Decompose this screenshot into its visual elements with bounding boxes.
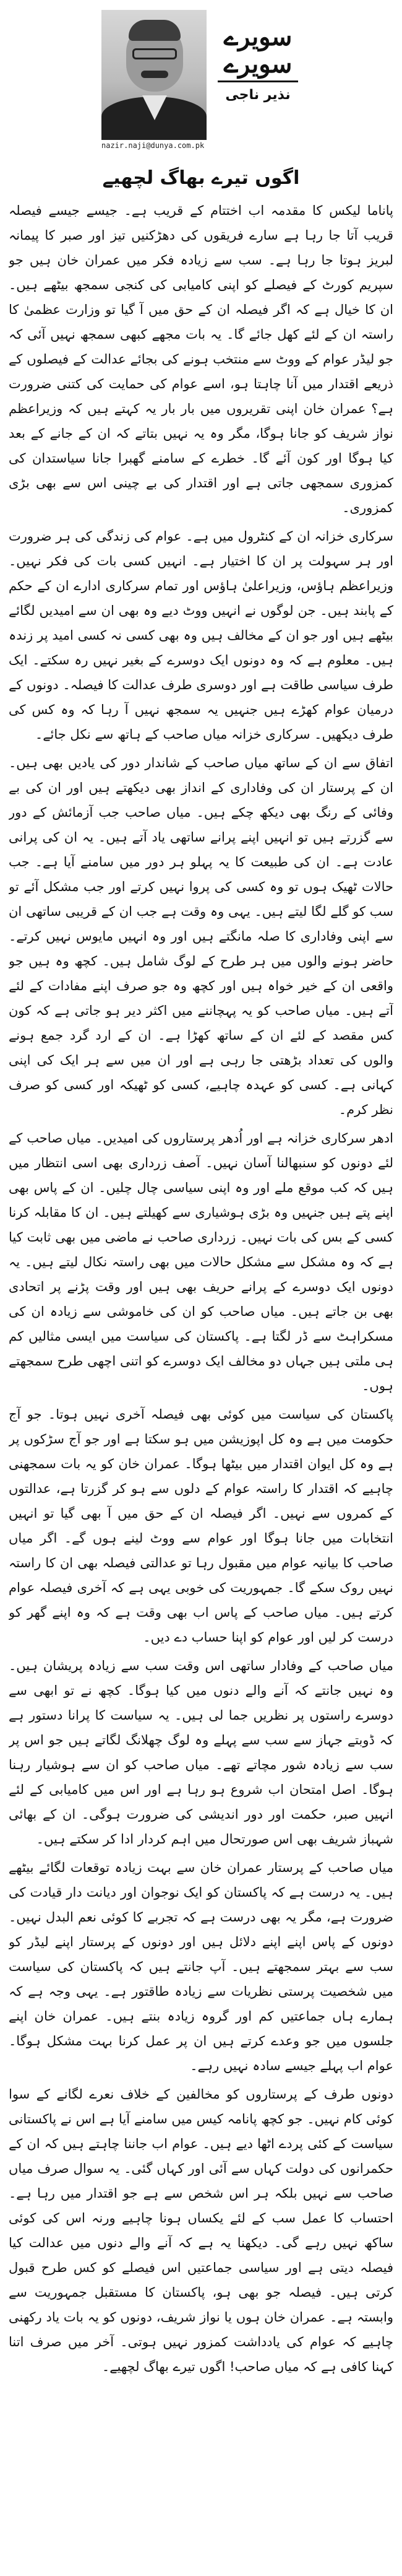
paragraph: میاں صاحب کے پرستار عمران خان سے بہت زیادہ توقعات لگائے بیٹھے ہیں۔ یہ درست ہے کہ پاکستان کو ایک نوجوان اور دیانت دار قیادت کی ضرورت ہے، مگر یہ بھی درست ہے کہ تجربے کا کوئی نعم البدل نہیں۔ دونوں کے پاس اپنے اپنے دلائل ہیں اور دونوں کے پرستار اپنے لیڈر کو سب سے بہتر سمجھتے ہیں۔ آپ جانتے ہیں کہ پاکستان کی سیاست میں شخصیت پرستی نظریات سے زیادہ طاقتور ہے۔ یہی وجہ ہے کہ ہمارے ہاں جماعتیں کم اور گروہ زیادہ بنتے ہیں۔ عمران خان اپنے جلسوں میں جو وعدے کرتے ہیں ان پر عمل کرنا بہت مشکل ہوگا۔ عوام اب پہلے جیسے سادہ نہیں رہے۔: [9, 1860, 393, 2073]
author-photo: [101, 10, 207, 140]
author-email[interactable]: nazir.naji@dunya.com.pk: [101, 141, 205, 150]
paragraph: پاکستان کی سیاست میں کوئی بھی فیصلہ آخری نہیں ہوتا۔ جو آج حکومت میں ہے وہ کل اپوزیشن میں ہو سکتا ہے اور جو آج سڑکوں پر ہے وہ کل ایوان اقتدار میں بیٹھا ہوگا۔ عمران خان کو یہ بات سمجھنی چاہیے کہ اقتدار کا راستہ عوام کے دلوں سے ہو کر گزرتا ہے، عدالتوں کے کمروں سے نہیں۔ اگر فیصلہ ان کے حق میں آ بھی گیا تو انہیں انتخابات میں جانا ہوگا اور عوام سے ووٹ لینے ہوں گے۔ اگر میاں صاحب کا بیانیہ عوام میں مقبول رہا تو عدالتی فیصلہ بھی ان کا راستہ نہیں روک سکے گا۔ جمہوریت کی خوبی یہی ہے کہ آخری فیصلہ عوام کرتے ہیں۔ میاں صاحب کے پاس اب بھی وقت ہے کہ وہ اپنے گھر کو درست کر لیں اور عوام کو اپنا حساب دے دیں۔: [9, 1407, 393, 1645]
article-body: [9, 198, 393, 2567]
column-logo: سویرے سویرے: [223, 22, 293, 79]
column-title: اگوں تیرے بھاگ لچھیے: [102, 167, 300, 189]
author-name: نذیر ناجی: [225, 87, 291, 103]
paragraph: سرکاری خزانہ ان کے کنٹرول میں ہے۔ عوام کی زندگی کی ہر ضرورت اور ہر سہولت پر ان کا اختیار ہے۔ انہیں کسی بات کی فکر نہیں۔ وزیراعظم ہاؤس، وزیراعلیٰ ہاؤس اور تمام سرکاری ادارے ان کے حکم کے پابند ہیں۔ جن لوگوں نے انہیں ووٹ دیے وہ بھی ان سے امیدیں لگائے بیٹھے ہیں اور جو ان کے مخالف ہیں وہ بھی کسی نہ کسی امید پر زندہ ہیں۔ معلوم ہے کہ وہ دونوں ایک دوسرے کے بغیر نہیں رہ سکتے۔ ایک طرف سیاسی طاقت ہے اور دوسری طرف عدالت کا فیصلہ۔ دونوں کے درمیان عوام کھڑے ہیں جنہیں یہ سمجھ نہیں آ رہا کہ وہ کس کی طرف دیکھیں۔ سرکاری خزانہ میاں صاحب کے ہاتھ سے نکل جائے۔: [9, 529, 393, 742]
paragraph: ادھر سرکاری خزانہ ہے اور اُدھر پرستاروں کی امیدیں۔ میاں صاحب کے لئے دونوں کو سنبھالنا آسان نہیں۔ آصف زرداری بھی اسی انتظار میں ہیں کہ کب موقع ملے اور وہ اپنی سیاسی چال چلیں۔ ان کے پاس بھی اپنے پتے ہیں جنہیں وہ بڑی ہوشیاری سے کھیلتے ہیں۔ ان کا مقابلہ کرنا کسی کے بس کی بات نہیں۔ زرداری صاحب نے ماضی میں بھی ثابت کیا ہے کہ وہ مشکل سے مشکل حالات میں بھی راستہ نکال لیتے ہیں۔ یہ دونوں ایک دوسرے کے پرانے حریف بھی ہیں اور وقت پڑنے پر اتحادی بھی بن جاتے ہیں۔ میاں صاحب کو ان کی خاموشی سے زیادہ ان کی مسکراہٹ سے ڈر لگتا ہے۔ پاکستان کی سیاست میں ایسی مثالیں کم ہی ملتی ہیں جہاں دو مخالف ایک دوسرے کو اتنی اچھی طرح سمجھتے ہوں۔: [9, 1131, 393, 1393]
column-header: [9, 0, 393, 162]
column-brand: [101, 10, 324, 150]
paragraph: پاناما لیکس کا مقدمہ اب اختتام کے قریب ہے۔ جیسے جیسے فیصلہ قریب آتا جا رہا ہے سارے فریقوں کی دھڑکنیں تیز اور صبر کا پیمانہ لبریز ہوتا جا رہا ہے۔ سب سے زیادہ فکر میں عمران خان ہیں جو سپریم کورٹ کے فیصلے کو اپنی کامیابی کی کنجی سمجھ بیٹھے ہیں۔ ان کا خیال ہے کہ اگر فیصلہ ان کے حق میں آ گیا تو وزارت عظمیٰ کا راستہ ان کے لئے کھل جائے گا۔ یہ بات مجھے کبھی سمجھ نہیں آئی کہ جو لیڈر عوام کے ووٹ سے منتخب ہونے کی بجائے عدالت کے فیصلوں کے ذریعے اقتدار میں آنا چاہتا ہو، اسے عوام کی حمایت کی کتنی ضرورت ہے؟ عمران خان اپنی تقریروں میں بار بار یہ کہتے ہیں کہ وزیراعظم نواز شریف کو جانا ہوگا، مگر وہ یہ نہیں بتاتے کہ ان کے جانے کے بعد کیا ہوگا اور کون آئے گا۔ خطرے کے سامنے گھبرا جانا سیاستدان کی کمزوری سمجھی جاتی ہے اور اقتدار کی بے چینی اس سے بھی بڑی کمزوری۔: [9, 203, 393, 515]
paragraph: دونوں طرف کے پرستاروں کو مخالفین کے خلاف نعرے لگانے کے سوا کوئی کام نہیں۔ جو کچھ پانامہ کیس میں سامنے آیا ہے اس نے پاکستانی سیاست کے کئی پردے اٹھا دیے ہیں۔ عوام اب جاننا چاہتے ہیں کہ ان کے حکمرانوں کی دولت کہاں سے آئی اور کہاں گئی۔ یہ سوال صرف میاں صاحب سے نہیں بلکہ ہر اس شخص سے ہے جو اقتدار میں رہا ہے۔ احتساب کا عمل سب کے لئے یکساں ہونا چاہیے ورنہ اس کی کوئی ساکھ نہیں رہے گی۔ دیکھنا یہ ہے کہ آنے والے دنوں میں عدالت کیا فیصلہ دیتی ہے اور سیاسی جماعتیں اس فیصلے کو کس طرح قبول کرتی ہیں۔ فیصلہ جو بھی ہو، پاکستان کا مستقبل جمہوریت سے وابستہ ہے۔ عمران خان ہوں یا نواز شریف، دونوں کو یہ بات یاد رکھنی چاہیے کہ عوام کی یادداشت کمزور نہیں ہوتی۔ آخر میں صرف اتنا کہنا کافی ہے کہ میاں صاحب! اگوں تیرے بھاگ لچھیے۔: [9, 2087, 393, 2374]
column-logo-block: [212, 24, 304, 103]
logo-divider: [218, 80, 298, 82]
paragraph: اتفاق سے ان کے ساتھ میاں صاحب کے شاندار دور کی یادیں بھی ہیں۔ ان کے پرستار ان کی وفاداری کے انداز بھی دیکھتے ہیں اور ان کی بے وفائی کے رنگ بھی دیکھ چکے ہیں۔ میاں صاحب جب آزمائش کے دور سے گزرتے ہیں تو انہیں اپنے پرانے ساتھی یاد آتے ہیں۔ یہ ان کی پرانی عادت ہے۔ ان کی طبیعت کا یہ پہلو ہر دور میں سامنے آیا ہے۔ جب حالات ٹھیک ہوں تو وہ کسی کی پروا نہیں کرتے اور جب مشکل آئے تو سب کو گلے لگا لیتے ہیں۔ یہی وہ وقت ہے جب ان کے قریبی ساتھی ان سے اپنی وفاداری کا صلہ مانگتے ہیں اور وہ انہیں مایوس نہیں کرتے۔ حاضر ہونے والوں میں ہر طرح کے لوگ شامل ہیں۔ کچھ وہ ہیں جو واقعی ان کے خیر خواہ ہیں اور کچھ وہ جو صرف اپنے مفادات کے لئے آتے ہیں۔ میاں صاحب کو یہ پہچاننے میں اکثر دیر ہو جاتی ہے کہ کون کس مقصد کے لئے ان کے ساتھ کھڑا ہے۔ ان کے ارد گرد جمع ہونے والوں کی تعداد بڑھتی جا رہی ہے اور ان میں سے ہر ایک کی اپنی کہانی ہے۔ کسی کو عہدہ چاہیے، کسی کو ٹھیکہ اور کسی کو صرف نظر کرم۔: [9, 755, 393, 1117]
paragraph: میاں صاحب کے وفادار ساتھی اس وقت سب سے زیادہ پریشان ہیں۔ وہ نہیں جانتے کہ آنے والے دنوں میں کیا ہوگا۔ کچھ نے تو ابھی سے دوسرے راستوں پر نظریں جما لی ہیں۔ یہ سیاست کا پرانا دستور ہے کہ ڈوبتے جہاز سے سب سے پہلے وہ لوگ چھلانگ لگاتے ہیں جو اس پر سب سے زیادہ شور مچاتے تھے۔ میاں صاحب کو ان سے ہوشیار رہنا ہوگا۔ اصل امتحان اب شروع ہو رہا ہے اور اس میں کامیابی کے لئے انہیں صبر، حکمت اور دور اندیشی کی ضرورت ہوگی۔ ان کے بھائی شہباز شریف بھی اس صورتحال میں اہم کردار ادا کر سکتے ہیں۔: [9, 1658, 393, 1847]
